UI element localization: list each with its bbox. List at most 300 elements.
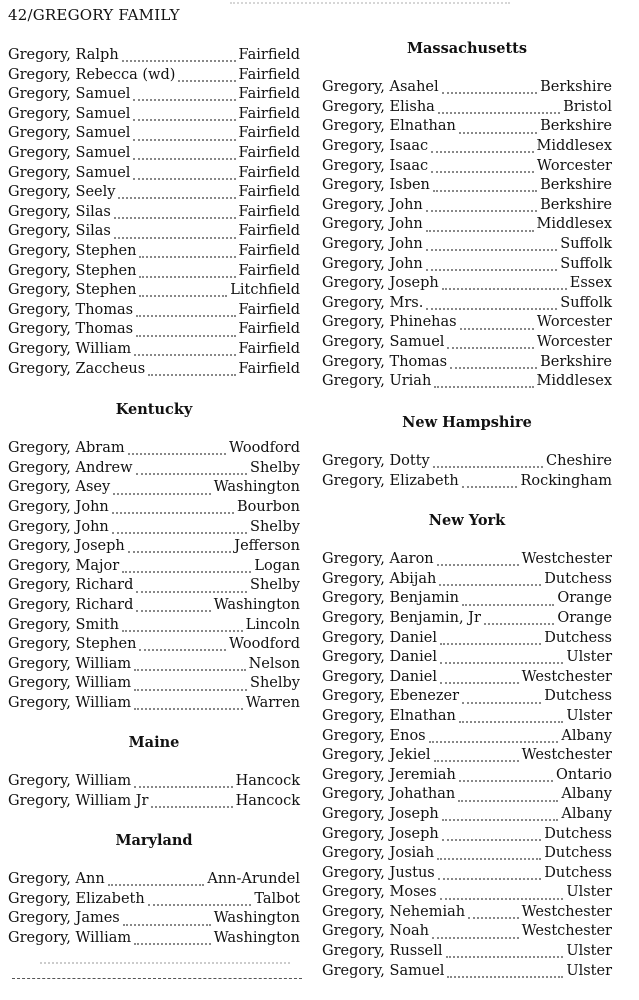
entry-name: Gregory, Samuel	[8, 144, 131, 161]
list-item	[322, 864, 612, 884]
entry-name: Gregory, Richard	[8, 577, 134, 594]
entry-county: Ulster	[566, 962, 612, 979]
leader-dots	[148, 899, 252, 906]
entry-county: Washington	[213, 479, 300, 496]
list-item	[8, 262, 300, 282]
entry-county: Ulster	[566, 649, 612, 666]
entry-name: Gregory, Elnathan	[322, 118, 456, 135]
leader-dots	[133, 114, 235, 121]
heading-spacer	[322, 433, 612, 453]
entry-name: Gregory, Major	[8, 557, 120, 574]
heading-spacer	[322, 531, 612, 551]
list-item	[8, 655, 300, 675]
entry-county: Essex	[569, 275, 612, 292]
leader-dots	[438, 107, 560, 114]
entry-name: Gregory, Enos	[322, 727, 426, 744]
entry-name: Gregory, Moses	[322, 884, 437, 901]
entry-name: Gregory, Joseph	[322, 825, 439, 842]
section-maryland	[8, 831, 300, 949]
entry-county: Dutchess	[544, 629, 612, 646]
entry-county: Westchester	[521, 551, 612, 568]
list-item	[8, 792, 300, 812]
entry-name: Gregory, Stephen	[8, 242, 137, 259]
entry-name: Gregory, William	[8, 773, 132, 790]
entry-name: Gregory, John	[322, 196, 423, 213]
entry-county: Suffolk	[560, 235, 612, 252]
list-item	[8, 557, 300, 577]
list-item	[322, 157, 612, 177]
entry-name: Gregory, Johathan	[322, 786, 456, 803]
entry-name: Gregory, Elnathan	[322, 707, 456, 724]
list-item	[322, 137, 612, 157]
entry-county: Fairfield	[238, 223, 300, 240]
leader-dots	[128, 546, 232, 553]
entry-name: Gregory, Elizabeth	[322, 472, 459, 489]
entry-name: Gregory, Asahel	[322, 79, 439, 96]
leader-dots	[438, 873, 542, 880]
leader-dots	[433, 461, 543, 468]
entry-county: Bristol	[563, 98, 612, 115]
entry-name: Gregory, Aaron	[322, 551, 434, 568]
entry-name: Gregory, William	[8, 655, 132, 672]
list-item	[8, 576, 300, 596]
entry-name: Gregory, Abram	[8, 440, 125, 457]
leader-dots	[136, 330, 235, 337]
leader-dots	[139, 290, 227, 297]
entry-name: Gregory, Abijah	[322, 570, 437, 587]
entry-county: Jefferson	[234, 538, 300, 555]
list-item	[322, 668, 612, 688]
heading-spacer	[8, 753, 300, 773]
entry-county: Ulster	[566, 943, 612, 960]
entry-county: Berkshire	[540, 79, 612, 96]
leader-dots	[442, 834, 542, 841]
entry-name: Gregory, Daniel	[322, 668, 437, 685]
leader-dots	[139, 271, 235, 278]
list-item	[8, 164, 300, 184]
leader-dots	[108, 879, 205, 886]
section-new-hampshire	[322, 413, 612, 491]
entry-county: Woodford	[229, 440, 300, 457]
leader-dots	[122, 625, 243, 632]
list-item	[8, 105, 300, 125]
entry-name: Gregory, Zaccheus	[8, 360, 146, 377]
entry-county: Logan	[254, 557, 300, 574]
entry-county: Worcester	[536, 314, 612, 331]
leader-dots	[426, 225, 534, 232]
entry-name: Gregory, Samuel	[8, 164, 131, 181]
entry-name: Gregory, Daniel	[322, 649, 437, 666]
leader-dots	[459, 716, 563, 723]
list-item	[322, 255, 612, 275]
state-heading: Maryland	[115, 832, 193, 849]
entry-name: Gregory, Stephen	[8, 636, 137, 653]
entry-county: Fairfield	[238, 184, 300, 201]
entry-county: Middlesex	[536, 137, 612, 154]
entry-name: Gregory, Mrs.	[322, 294, 424, 311]
entry-county: Fairfield	[238, 47, 300, 63]
leader-dots	[468, 912, 519, 919]
list-item	[8, 674, 300, 694]
entry-county: Shelby	[250, 518, 300, 535]
entry-county: Ulster	[566, 884, 612, 901]
entry-name: Gregory, Thomas	[8, 321, 134, 338]
list-item	[8, 242, 300, 262]
entry-county: Washington	[213, 910, 300, 927]
list-item	[322, 472, 612, 492]
entry-name: Gregory, Samuel	[8, 86, 131, 103]
entry-county: Middlesex	[536, 216, 612, 233]
heading-spacer	[8, 420, 300, 440]
leader-dots	[431, 146, 533, 153]
entry-county: Suffolk	[560, 255, 612, 272]
entry-name: Gregory, Samuel	[8, 105, 131, 122]
entry-name: Gregory, William	[8, 675, 132, 692]
entry-county: Fairfield	[238, 164, 300, 181]
leader-dots	[429, 736, 559, 743]
leader-dots	[122, 566, 251, 573]
entry-name: Gregory, Ann	[8, 871, 105, 888]
entry-name: Gregory, John	[8, 518, 109, 535]
entry-county: Lincoln	[245, 616, 300, 633]
list-item	[322, 805, 612, 825]
entry-name: Gregory, Ebenezer	[322, 688, 460, 705]
list-item	[8, 124, 300, 144]
list-item	[322, 766, 612, 786]
leader-dots	[432, 932, 519, 939]
list-item	[8, 46, 300, 66]
entry-name: Gregory, Isaac	[322, 157, 429, 174]
entry-name: Gregory, Justus	[322, 864, 435, 881]
list-item	[8, 183, 300, 203]
leader-dots	[136, 586, 247, 593]
leader-dots	[136, 310, 235, 317]
entry-county: Washington	[213, 596, 300, 613]
entry-name: Gregory, Isaac	[322, 137, 429, 154]
entry-name: Gregory, William Jr	[8, 792, 149, 809]
entry-county: Berkshire	[540, 118, 612, 135]
entry-name: Gregory, Russell	[322, 943, 443, 960]
state-heading: Kentucky	[115, 401, 193, 418]
entry-county: Talbot	[254, 890, 300, 907]
entry-county: Fairfield	[238, 105, 300, 122]
list-item	[8, 222, 300, 242]
leader-dots	[113, 488, 211, 495]
leader-dots	[447, 971, 563, 978]
section-connecticut	[8, 46, 300, 379]
list-item	[322, 176, 612, 196]
entry-name: Gregory, Elizabeth	[8, 890, 145, 907]
list-item	[8, 439, 300, 459]
entry-county: Westchester	[521, 668, 612, 685]
leader-dots	[123, 919, 211, 926]
list-item	[8, 616, 300, 636]
entry-name: Gregory, Stephen	[8, 282, 137, 299]
leader-dots	[442, 87, 537, 94]
entry-county: Worcester	[536, 333, 612, 350]
heading-spacer	[8, 851, 300, 871]
entry-county: Nelson	[248, 655, 300, 672]
leader-dots	[484, 618, 554, 625]
list-item	[8, 360, 300, 380]
entry-name: Gregory, Silas	[8, 203, 111, 220]
entry-name: Gregory, Samuel	[8, 125, 131, 142]
entry-county: Bourbon	[236, 498, 300, 515]
list-item	[322, 550, 612, 570]
entry-name: Gregory, Elisha	[322, 98, 435, 115]
leader-dots	[426, 264, 558, 271]
leader-dots	[440, 657, 563, 664]
list-item	[322, 78, 612, 98]
list-item	[322, 825, 612, 845]
leader-dots	[118, 192, 235, 199]
entry-name: Gregory, Thomas	[8, 301, 134, 318]
leader-dots	[139, 644, 226, 651]
entry-name: Gregory, Joseph	[322, 275, 439, 292]
leader-dots	[133, 153, 235, 160]
entry-name: Gregory, Isben	[322, 177, 430, 194]
leader-dots	[434, 381, 533, 388]
leader-dots	[437, 559, 519, 566]
entry-county: Worcester	[536, 157, 612, 174]
section-kentucky	[8, 400, 300, 714]
entry-county: Dutchess	[544, 688, 612, 705]
entry-county: Fairfield	[238, 203, 300, 220]
list-item	[322, 98, 612, 118]
list-item	[322, 196, 612, 216]
list-item	[322, 570, 612, 590]
entry-name: Gregory, Jekiel	[322, 747, 431, 764]
entry-name: Gregory, Seely	[8, 184, 116, 201]
entry-county: Dutchess	[544, 864, 612, 881]
list-item	[322, 727, 612, 747]
leader-dots	[433, 185, 537, 192]
list-item	[8, 203, 300, 223]
list-item	[8, 144, 300, 164]
list-item	[322, 629, 612, 649]
entry-county: Albany	[561, 805, 612, 822]
list-item	[322, 589, 612, 609]
list-item	[322, 942, 612, 962]
leader-dots	[442, 283, 567, 290]
entry-county: Berkshire	[540, 353, 612, 370]
entry-name: Gregory, Jeremiah	[322, 766, 456, 783]
entry-county: Washington	[213, 929, 300, 946]
entry-name: Gregory, Silas	[8, 223, 111, 240]
entry-county: Hancock	[235, 773, 300, 790]
entry-name: Gregory, Benjamin	[322, 590, 459, 607]
page-header: 42/GREGORY FAMILY	[8, 6, 180, 24]
entry-county: Fairfield	[238, 66, 300, 83]
entry-name: Gregory, James	[8, 910, 120, 927]
entry-county: Hancock	[235, 792, 300, 809]
entry-name: Gregory, Daniel	[322, 629, 437, 646]
list-item	[322, 313, 612, 333]
entry-name: Gregory, John	[322, 255, 423, 272]
list-item	[322, 235, 612, 255]
entry-county: Albany	[561, 727, 612, 744]
leader-dots	[136, 468, 247, 475]
entry-county: Fairfield	[238, 86, 300, 103]
entry-name: Gregory, Smith	[8, 616, 120, 633]
entry-county: Warren	[245, 694, 300, 711]
entry-name: Gregory, John	[8, 498, 109, 515]
entry-county: Dutchess	[544, 570, 612, 587]
leader-dots	[442, 814, 559, 821]
leader-dots	[112, 527, 247, 534]
leader-dots	[148, 369, 235, 376]
list-item	[322, 372, 612, 392]
leader-dots	[134, 684, 247, 691]
leader-dots	[462, 697, 541, 704]
state-heading: New York	[428, 512, 506, 529]
leader-dots	[134, 703, 243, 710]
leader-dots	[440, 677, 519, 684]
list-item	[322, 785, 612, 805]
entry-county: Ann-Arundel	[207, 871, 300, 888]
entry-county: Fairfield	[238, 301, 300, 318]
list-item	[8, 870, 300, 890]
section-maine	[8, 733, 300, 811]
leader-dots	[426, 244, 558, 251]
entry-name: Gregory, William	[8, 340, 132, 357]
leader-dots	[122, 55, 236, 62]
list-item	[322, 648, 612, 668]
entry-county: Albany	[561, 786, 612, 803]
leader-dots	[134, 664, 245, 671]
list-item	[322, 609, 612, 629]
entry-county: Fairfield	[238, 262, 300, 279]
list-item	[8, 890, 300, 910]
scan-noise	[230, 2, 510, 18]
leader-dots	[437, 853, 541, 860]
list-item	[8, 518, 300, 538]
entry-county: Berkshire	[540, 196, 612, 213]
entry-name: Gregory, Nehemiah	[322, 903, 466, 920]
entry-name: Gregory, Richard	[8, 596, 134, 613]
list-item	[8, 909, 300, 929]
leader-dots	[440, 893, 564, 900]
leader-dots	[178, 75, 235, 82]
entry-county: Woodford	[229, 636, 300, 653]
leader-dots	[133, 173, 235, 180]
entry-county: Dutchess	[544, 825, 612, 842]
list-item	[322, 707, 612, 727]
leader-dots	[134, 938, 211, 945]
entry-name: Gregory, Samuel	[322, 333, 445, 350]
entry-county: Shelby	[250, 577, 300, 594]
leader-dots	[459, 127, 537, 134]
footer-rule	[12, 978, 302, 979]
list-item	[322, 687, 612, 707]
list-item	[8, 929, 300, 949]
entry-county: Shelby	[250, 675, 300, 692]
list-item	[8, 498, 300, 518]
entry-name: Gregory, Joseph	[322, 805, 439, 822]
entry-county: Fairfield	[238, 242, 300, 259]
entry-county: Fairfield	[238, 321, 300, 338]
entry-name: Gregory, Dotty	[322, 453, 430, 470]
leader-dots	[133, 134, 235, 141]
entry-name: Gregory, Asey	[8, 479, 111, 496]
leader-dots	[462, 481, 518, 488]
entry-county: Westchester	[521, 747, 612, 764]
leader-dots	[426, 303, 557, 310]
entry-county: Orange	[557, 609, 612, 626]
entry-name: Gregory, Phinehas	[322, 314, 457, 331]
list-item	[8, 459, 300, 479]
list-item	[8, 596, 300, 616]
list-item	[8, 281, 300, 301]
list-item	[322, 333, 612, 353]
list-item	[322, 922, 612, 942]
list-item	[322, 294, 612, 314]
leader-dots	[112, 507, 234, 514]
list-item	[8, 478, 300, 498]
entry-county: Dutchess	[544, 845, 612, 862]
entry-name: Gregory, Benjamin, Jr	[322, 609, 481, 626]
entry-county: Westchester	[521, 923, 612, 940]
list-item	[8, 772, 300, 792]
entry-county: Fairfield	[238, 144, 300, 161]
list-item	[322, 274, 612, 294]
list-item	[322, 844, 612, 864]
leader-dots	[114, 232, 236, 239]
entry-county: Shelby	[250, 459, 300, 476]
entry-name: Gregory, Andrew	[8, 459, 133, 476]
entry-name: Gregory, Stephen	[8, 262, 137, 279]
entry-name: Gregory, Ralph	[8, 47, 119, 63]
list-item	[8, 694, 300, 714]
entry-county: Berkshire	[540, 177, 612, 194]
leader-dots	[458, 795, 558, 802]
leader-dots	[134, 781, 232, 788]
entry-county: Litchfield	[230, 282, 300, 299]
entry-name: Gregory, John	[322, 216, 423, 233]
leader-dots	[151, 801, 232, 808]
leader-dots	[136, 605, 210, 612]
entry-name: Gregory, Rebecca (wd)	[8, 66, 176, 83]
leader-dots	[440, 638, 541, 645]
leader-dots	[134, 349, 235, 356]
leader-dots	[439, 579, 541, 586]
leader-dots	[434, 755, 519, 762]
entry-county: Westchester	[521, 903, 612, 920]
list-item	[322, 215, 612, 235]
leader-dots	[139, 251, 235, 258]
entry-county: Ontario	[556, 766, 612, 783]
entry-county: Rockingham	[520, 472, 612, 489]
entry-county: Orange	[557, 590, 612, 607]
list-item	[322, 746, 612, 766]
leader-dots	[446, 951, 564, 958]
entry-name: Gregory, Thomas	[322, 353, 448, 370]
entry-county: Ulster	[566, 707, 612, 724]
entry-name: Gregory, William	[8, 929, 132, 946]
list-item	[322, 962, 612, 982]
list-item	[8, 301, 300, 321]
entry-name: Gregory, John	[322, 235, 423, 252]
entry-name: Gregory, Noah	[322, 923, 429, 940]
leader-dots	[462, 599, 554, 606]
leader-dots	[426, 205, 537, 212]
list-item	[8, 85, 300, 105]
entry-county: Suffolk	[560, 294, 612, 311]
list-item	[322, 353, 612, 373]
heading-spacer	[322, 59, 612, 79]
entry-name: Gregory, Samuel	[322, 962, 445, 979]
entry-county: Middlesex	[536, 373, 612, 390]
